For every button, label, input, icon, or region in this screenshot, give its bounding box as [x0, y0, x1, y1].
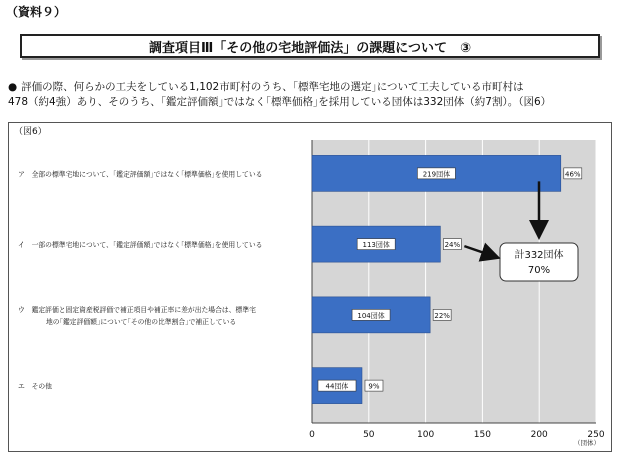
annotation-line-2: 70%	[527, 265, 551, 276]
x-unit-label: （団体）	[574, 439, 600, 447]
percent-label-0: 46%	[565, 170, 581, 179]
value-label-3: 44団体	[325, 382, 349, 391]
x-tick-label-5: 250	[587, 430, 605, 440]
category-label-1-0: イ 一部の標準宅地について、｢鑑定評価額｣ではなく｢標準価格｣を使用している	[18, 241, 263, 250]
percent-label-3: 9%	[368, 382, 380, 391]
summary-line-1: 評価の際、何らかの工夫をしている1,102市町村のうち、｢標準宅地の選定｣について工夫している市町村は	[21, 81, 524, 93]
category-label-2-0: ウ 鑑定評価と固定資産税評価で補正項目や補正率に差が出た場合は、標準宅	[18, 305, 256, 314]
page-title-text: 調査項目Ⅲ「その他の宅地評価法」の課題について ③	[148, 40, 472, 56]
summary-line-2: 478（約4強）あり、そのうち、｢鑑定評価額｣ではなく｢標準価格｣を採用している団体は332団体（約7割）。（図6）	[8, 96, 552, 108]
annotation-line-1: 計332団体	[514, 250, 564, 261]
value-label-2: 104団体	[357, 311, 385, 320]
figure-label: （図6）	[14, 127, 47, 137]
bullet-icon: ●	[8, 81, 18, 93]
x-tick-label-4: 200	[530, 430, 548, 440]
x-tick-label-0: 0	[309, 430, 315, 440]
x-tick-label-2: 100	[417, 430, 435, 440]
x-tick-label-1: 50	[363, 430, 375, 440]
value-label-1: 113団体	[362, 241, 390, 250]
percent-label-1: 24%	[444, 241, 461, 250]
percent-label-2: 22%	[434, 311, 450, 320]
x-tick-label-3: 150	[473, 430, 491, 440]
category-label-2-1: 地の｢鑑定評価額｣について｢その他の比準割合｣で補正している	[46, 317, 237, 326]
category-label-3-0: エ その他	[18, 382, 52, 391]
category-label-0-0: ア 全部の標準宅地について、｢鑑定評価額｣ではなく｢標準価格｣を使用している	[18, 170, 263, 179]
value-label-0: 219団体	[422, 170, 451, 179]
document-label: （資料９）	[6, 5, 67, 19]
